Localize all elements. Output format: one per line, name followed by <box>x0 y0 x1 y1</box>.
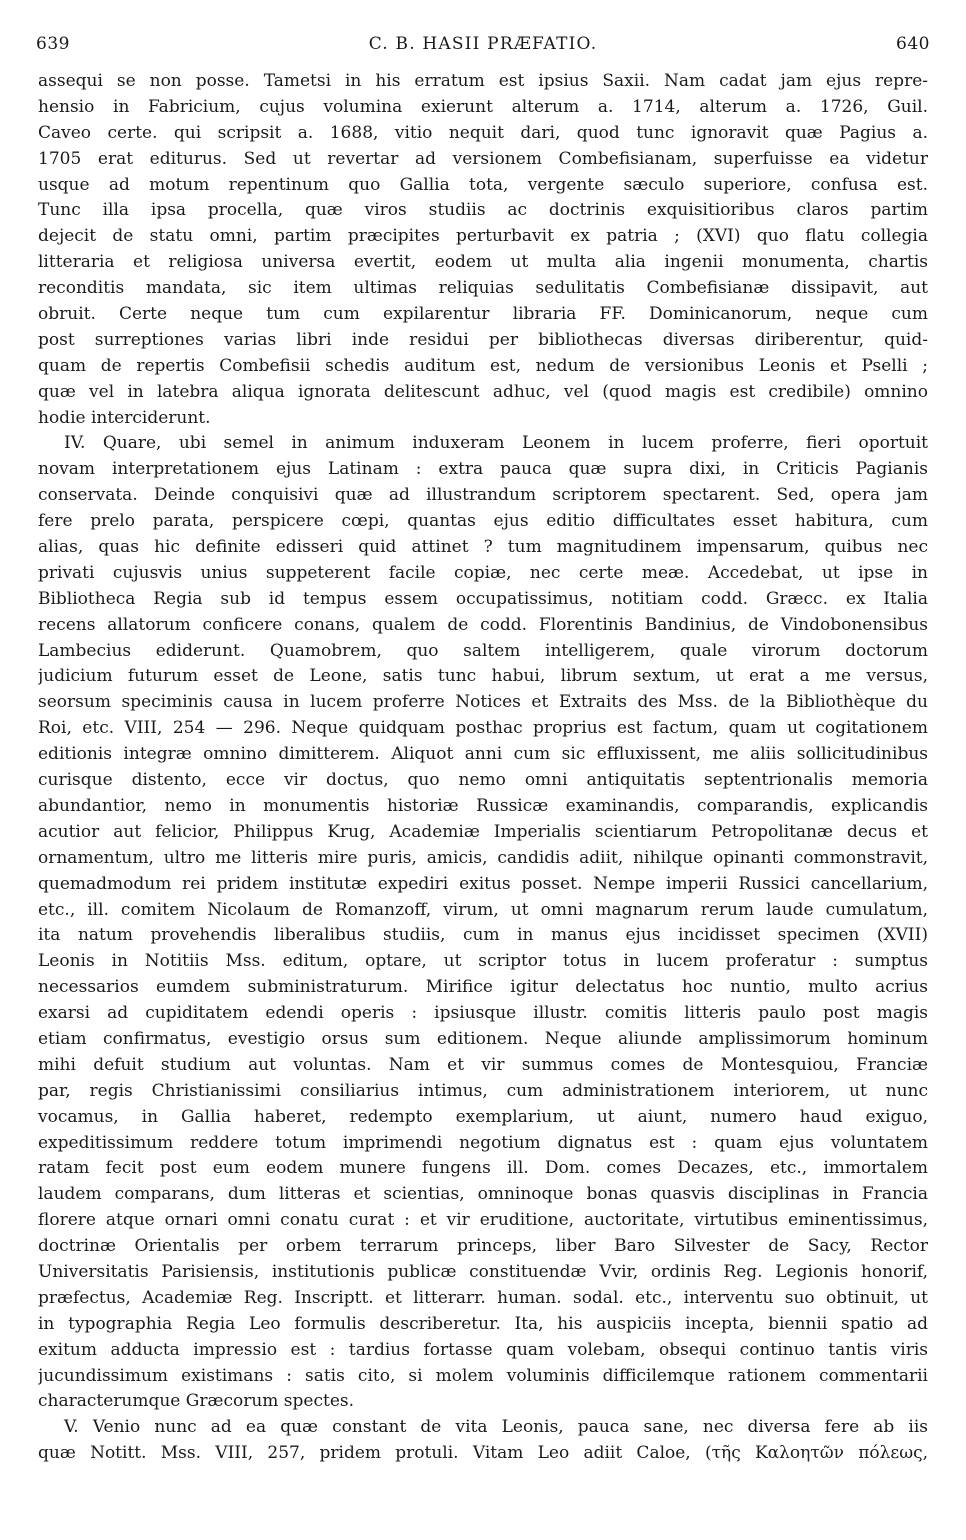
text-line: Lambecius ediderunt. Quamobrem, quo saltem intelligerem, quale virorum doctorum <box>38 640 928 661</box>
text-line: conservata. Deinde conquisivi quæ ad illustrandum scriptorem spectarent. Sed, opera jam <box>38 485 928 506</box>
text-line: etc., ill. comitem Nicolaum de Romanzoff, virum, ut omni magnarum rerum laude cumulatum, <box>38 899 928 920</box>
text-line: V. Venio nunc ad ea quæ constant de vita Leonis, pauca sane, nec diversa fere ab iis <box>64 1417 928 1438</box>
page-number-left: 639 <box>36 34 70 54</box>
text-line: doctrinæ Orientalis per orbem terrarum princeps, liber Baro Silvester de Sacy, Rector <box>38 1236 928 1257</box>
text-line: quam de repertis Combefisii schedis auditum est, nedum de versionibus Leonis et Pselli ; <box>38 355 928 376</box>
text-line: privati cujusvis unius suppeterent facile copiæ, nec certe meæ. Accedebat, ut ipse in <box>38 562 928 583</box>
text-line: etiam confirmatus, evestigio orsus sum editionem. Neque aliunde amplissimorum hominum <box>38 1028 928 1049</box>
page-number-right: 640 <box>896 34 930 54</box>
text-line: ratam fecit post eum eodem munere fungens ill. Dom. comes Decazes, etc., immortalem <box>38 1158 928 1179</box>
text-line: quæ vel in latebra aliqua ignorata delitescunt adhuc, vel (quod magis est credibile) omnino <box>38 381 928 402</box>
text-line: Roi, etc. VIII, 254 — 296. Neque quidquam posthac proprius est factum, quam ut cogitationem <box>38 718 928 739</box>
text-line: ita natum provehendis liberalibus studiis, cum in manus ejus incidisset specimen (XVII) <box>38 925 928 946</box>
running-header <box>36 34 930 60</box>
text-line: fere prelo parata, perspicere cœpi, quantas ejus editio difficultates esset habitura, cum <box>38 511 928 532</box>
text-line: exitum adducta impressio est : tardius fortasse quam volebam, obsequi continuo tantis viris <box>38 1339 928 1360</box>
text-line: Caveo certe. qui scripsit a. 1688, vitio nequit dari, quod tunc ignoravit quæ Pagius a. <box>38 122 928 143</box>
text-line: abundantior, nemo in monumentis historiæ Russicæ examinandis, comparandis, explicandis <box>38 795 928 816</box>
text-line: Tunc illa ipsa procella, quæ viros studiis ac doctrinis exquisitioribus claros partim <box>38 200 928 221</box>
text-line: hensio in Fabricium, cujus volumina exierunt alterum a. 1714, alterum a. 1726, Guil. <box>38 96 928 117</box>
text-line: Leonis in Notitiis Mss. editum, optare, ut scriptor totus in lucem proferatur : sumptus <box>38 951 928 972</box>
text-line: exarsi ad cupiditatem edendi operis : ipsiusque illustr. comitis litteris paulo post magis <box>38 1003 928 1024</box>
text-line: novam interpretationem ejus Latinam : extra pauca quæ supra dixi, in Criticis Pagianis <box>38 459 928 480</box>
text-line: præfectus, Academiæ Reg. Inscriptt. et litterarr. human. sodal. etc., interventu suo obtinuit, ut <box>38 1287 928 1308</box>
text-line: par, regis Christianissimi consiliarius intimus, cum administrationem interiorem, ut nunc <box>38 1080 928 1101</box>
text-line: Bibliotheca Regia sub id tempus essem occupatissimus, notitiam codd. Græcc. ex Italia <box>38 588 928 609</box>
text-line: Universitatis Parisiensis, institutionis publicæ constituendæ Vvir, ordinis Reg. Legionis honorif, <box>38 1261 928 1282</box>
text-line: vocamus, in Gallia haberet, redempto exemplarium, ut aiunt, numero haud exiguo, <box>38 1106 928 1127</box>
text-line: recens allatorum conficere conans, qualem de codd. Florentinis Bandinius, de Vindobonensibus <box>38 614 928 635</box>
text-line: curisque distento, ecce vir doctus, quo nemo omni antiquitatis septentrionalis memoria <box>38 770 928 791</box>
text-line: laudem comparans, dum litteras et scientias, omninoque bonas quasvis disciplinas in Francia <box>38 1184 928 1205</box>
text-line: characterumque Græcorum spectes. <box>38 1391 355 1412</box>
text-line: necessarios eumdem subministraturum. Mirifice igitur delectatus hoc nuntio, multo acrius <box>38 977 928 998</box>
text-line: reconditis mandata, sic item ultimas reliquias sedulitatis Combefisianæ dissipavit, aut <box>38 278 928 299</box>
text-line: post surreptiones varias libri inde residui per bibliothecas diversas diriberentur, quid- <box>38 329 928 350</box>
text-line: assequi se non posse. Tametsi in his erratum est ipsius Saxii. Nam cadat jam ejus repre- <box>38 71 928 91</box>
text-line: florere atque ornari omni conatu curat : et vir eruditione, auctoritate, virtutibus eminentissimus, <box>38 1210 928 1231</box>
text-line: in typographia Regia Leo formulis describeretur. Ita, his auspiciis incepta, biennii spatio ad <box>38 1313 928 1334</box>
text-line: dejecit de statu omni, partim præcipites perturbavit ex patria ; (XVI) quo flatu collegia <box>38 226 928 247</box>
text-line: mihi defuit studium aut voluntas. Nam et vir summus comes de Montesquiou, Franciæ <box>38 1054 928 1075</box>
running-title: C. B. HASII PRÆFATIO. <box>368 34 598 54</box>
text-line: editionis integræ omnino dimitterem. Aliquot anni cum sic effluxissent, me aliis sollicitudinibus <box>38 744 928 765</box>
text-line: acutior aut felicior, Philippus Krug, Academiæ Imperialis scientiarum Petropolitanæ decus et <box>38 821 928 842</box>
text-line: seorsum speciminis causa in lucem proferre Notices et Extraits des Mss. de la Bibliothèque du <box>38 692 928 713</box>
text-line: quemadmodum rei pridem institutæ expediri exitus posset. Nempe imperii Russici cancellarium, <box>38 873 928 894</box>
body-text <box>38 69 928 1467</box>
text-line: hodie interciderunt. <box>38 407 211 428</box>
text-line: IV. Quare, ubi semel in animum induxeram Leonem in lucem proferre, fieri oportuit <box>64 433 928 454</box>
text-line: alias, quas hic definite edisseri quid attinet ? tum magnitudinem impensarum, quibus nec <box>38 537 928 558</box>
text-line: quæ Notitt. Mss. VIII, 257, pridem protuli. Vitam Leo adiit Caloe, (τῆς Καλοητῶν πόλεως, <box>38 1443 928 1464</box>
text-line: expeditissimum reddere totum imprimendi negotium dignatus est : quam ejus voluntatem <box>38 1132 928 1153</box>
text-line: 1705 erat editurus. Sed ut revertar ad versionem Combefisianam, superfuisse ea videtur <box>38 148 928 169</box>
text-line: usque ad motum repentinum quo Gallia tota, vergente sæculo superiore, confusa est. <box>38 174 928 195</box>
text-line: ornamentum, ultro me litteris mire puris, amicis, candidis adiit, nihilque opinanti commonstravit, <box>38 847 928 868</box>
text-line: litteraria et religiosa universa evertit, eodem ut multa alia ingenii monumenta, chartis <box>38 252 928 273</box>
text-line: judicium futurum esset de Leone, satis tunc habui, librum sextum, ut erat a me versus, <box>38 666 928 687</box>
text-line: obruit. Certe neque tum cum expilarentur libraria FF. Dominicanorum, neque cum <box>38 304 928 325</box>
text-line: jucundissimum existimans : satis cito, si molem voluminis difficilemque rationem commentarii <box>38 1365 928 1386</box>
